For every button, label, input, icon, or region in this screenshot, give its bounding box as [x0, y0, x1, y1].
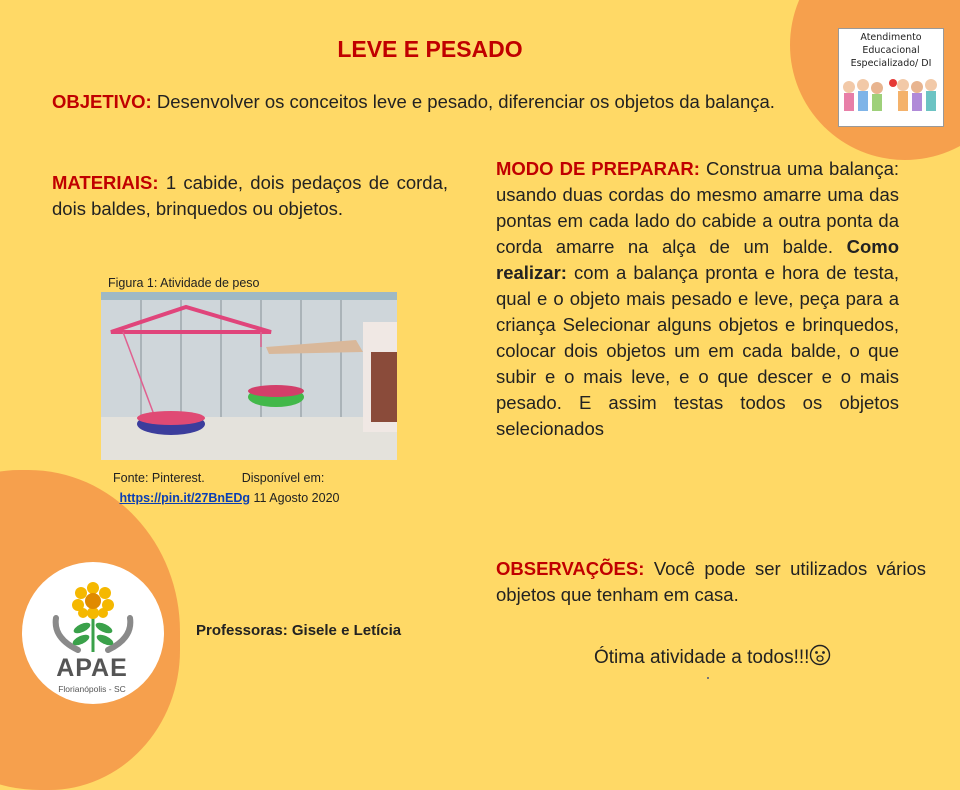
- modo-de-preparar-paragraph: [496, 156, 899, 442]
- source-date: 11 Agosto 2020: [253, 491, 340, 505]
- materiais-label: MATERIAIS:: [52, 172, 159, 193]
- materiais-paragraph: [52, 170, 448, 222]
- apae-logo-city: Florianópolis - SC: [58, 684, 126, 694]
- modo-label: MODO DE PREPARAR:: [496, 158, 700, 179]
- children-drawing-icon: [839, 73, 943, 123]
- professoras: Professoras: Gisele e Letícia: [196, 622, 402, 639]
- observacoes-label: OBSERVAÇÕES:: [496, 558, 645, 579]
- objetivo-text: Desenvolver os conceitos leve e pesado, diferenciar os objetos da balança.: [156, 91, 775, 112]
- como-realizar-label: Como realizar:: [496, 236, 899, 283]
- smiley-face-icon: [809, 644, 831, 672]
- aee-badge-text: [839, 31, 943, 70]
- observacoes-text: Você pode ser utilizados vários objetos que tenham em casa.: [496, 558, 926, 605]
- figure-caption: Figura 1: Atividade de peso: [108, 276, 260, 290]
- apae-flower-hands-icon: [48, 578, 138, 656]
- activity-photo: [101, 292, 397, 460]
- page-title: LEVE E PESADO: [337, 36, 523, 62]
- observacoes-paragraph: [496, 556, 926, 608]
- hanger-scale-photo-illustration: [101, 292, 397, 460]
- fonte-text: Fonte: Pinterest.: [113, 471, 205, 485]
- pinterest-link[interactable]: https://pin.it/27BnEDg: [119, 491, 251, 505]
- stray-dot: [707, 677, 709, 679]
- como-realizar-text: com a balança pronta e hora de testa, qual e o objeto mais pesado e leve, peça para a criança Selecionar alguns objetos e brinquedos, colocar dois objetos um em cada balde, o que subir e o mais leve, e o que descer e o mais pesado. E assim testas todos os objetos selecionados: [496, 262, 900, 439]
- figure-source: [113, 468, 340, 508]
- badge-line-1: Atendimento: [860, 32, 922, 43]
- aee-badge: [838, 28, 944, 127]
- objetivo-label: OBJETIVO:: [52, 91, 152, 112]
- objetivo-paragraph: [52, 89, 796, 115]
- badge-line-2: Educacional: [862, 45, 920, 56]
- closing-text: Ótima atividade a todos!!!: [594, 647, 810, 668]
- disponivel-text: Disponível em:: [241, 471, 325, 485]
- apae-logo-text: APAE: [56, 654, 128, 682]
- modo-text: Construa uma balança: usando duas cordas do mesmo amarre uma das pontas em cada lado do cabide a outra ponta da corda amarre na alça de um balde.: [496, 158, 900, 257]
- badge-line-3: Especializado/ DI: [850, 58, 932, 69]
- closing-line: [594, 644, 831, 672]
- materiais-text: 1 cabide, dois pedaços de corda, dois baldes, brinquedos ou objetos.: [52, 172, 448, 219]
